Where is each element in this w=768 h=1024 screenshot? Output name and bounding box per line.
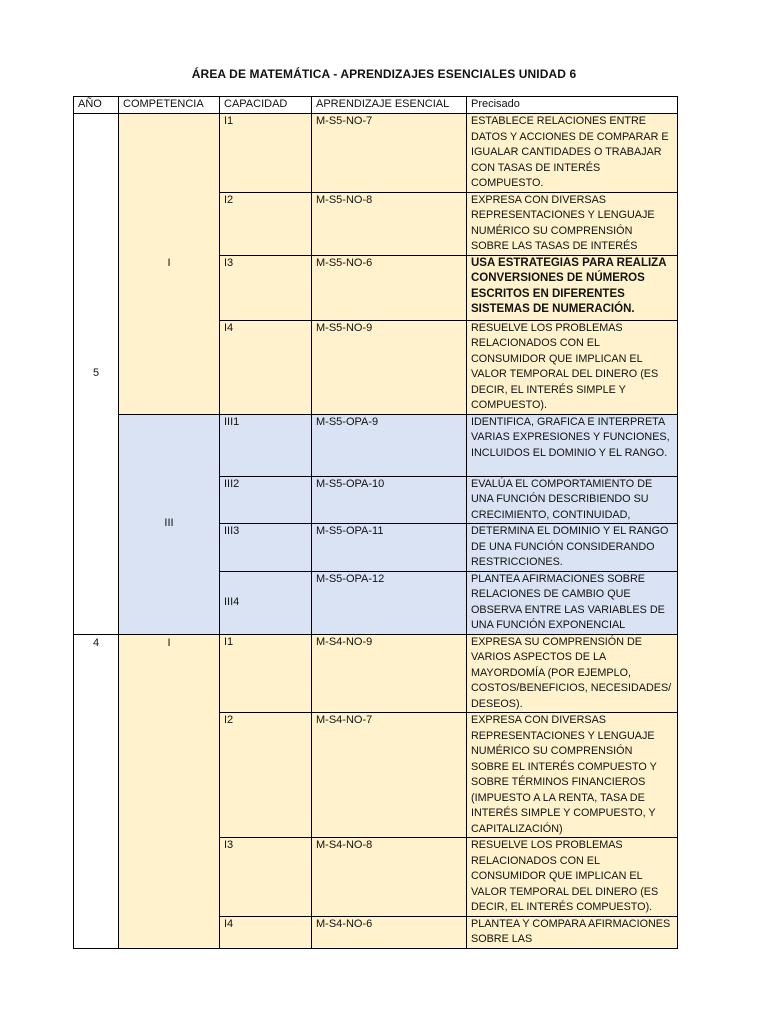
header-capacidad: CAPACIDAD	[220, 97, 312, 114]
competencia-cell: I	[119, 634, 220, 948]
codigo-cell: M-S5-OPA-11	[312, 524, 467, 572]
learning-table	[73, 96, 678, 949]
precisado-cell: IDENTIFICA, GRAFICA E INTERPRETA VARIAS EXPRESIONES Y FUNCIONES, INCLUIDOS EL DOMINIO Y EL RANGO.	[467, 414, 678, 476]
capacidad-cell: I4	[220, 916, 312, 948]
codigo-cell: M-S4-NO-6	[312, 916, 467, 948]
precisado-cell: ESTABLECE RELACIONES ENTRE DATOS Y ACCIONES DE COMPARAR E IGUALAR CANTIDADES O TRABAJAR CON TASAS DE INTERÉS COMPUESTO.	[467, 114, 678, 193]
precisado-cell: RESUELVE LOS PROBLEMAS RELACIONADOS CON EL CONSUMIDOR QUE IMPLICAN EL VALOR TEMPORAL DEL DINERO (ES DECIR, EL INTERÉS COMPUESTO).	[467, 838, 678, 917]
precisado-cell: EXPRESA CON DIVERSAS REPRESENTACIONES Y LENGUAJE NUMÉRICO SU COMPRENSIÓN SOBRE LAS TASAS DE INTERÉS	[467, 192, 678, 255]
precisado-cell: EVALÚA EL COMPORTAMIENTO DE UNA FUNCIÓN DESCRIBIENDO SU CRECIMIENTO, CONTINUIDAD,	[467, 476, 678, 524]
year-cell: 5	[74, 114, 119, 635]
precisado-cell: EXPRESA SU COMPRENSIÓN DE VARIOS ASPECTOS DE LA MAYORDOMÍA (POR EJEMPLO, COSTOS/BENEFICIOS, NECESIDADES/ DESEOS).	[467, 634, 678, 713]
codigo-cell: M-S5-OPA-10	[312, 476, 467, 524]
competencia-cell: III	[119, 414, 220, 634]
precisado-cell: DETERMINA EL DOMINIO Y EL RANGO DE UNA FUNCIÓN CONSIDERANDO RESTRICCIONES.	[467, 524, 678, 572]
codigo-cell: M-S5-NO-7	[312, 114, 467, 193]
codigo-cell: M-S4-NO-8	[312, 838, 467, 917]
capacidad-cell: III1	[220, 414, 312, 476]
capacidad-cell: I1	[220, 114, 312, 193]
codigo-cell: M-S5-OPA-9	[312, 414, 467, 476]
precisado-cell: PLANTEA AFIRMACIONES SOBRE RELACIONES DE CAMBIO QUE OBSERVA ENTRE LAS VARIABLES DE UNA FUNCIÓN EXPONENCIAL	[467, 571, 678, 634]
codigo-cell: M-S5-NO-9	[312, 320, 467, 414]
table-row	[74, 414, 678, 476]
header-ano: AÑO	[74, 97, 119, 114]
precisado-cell: EXPRESA CON DIVERSAS REPRESENTACIONES Y LENGUAJE NUMÉRICO SU COMPRENSIÓN SOBRE EL INTERÉS COMPUESTO Y SOBRE TÉRMINOS FINANCIEROS (IMPUESTO A LA RENTA, TASA DE INTERÉS SIMPLE Y COMPUESTO, Y CAPITALIZACIÓN)	[467, 713, 678, 838]
page-title: ÁREA DE MATEMÁTICA - APRENDIZAJES ESENCIALES UNIDAD 6	[191, 67, 577, 81]
header-aprendizaje: APRENDIZAJE ESENCIAL	[312, 97, 467, 114]
codigo-cell: M-S5-NO-8	[312, 192, 467, 255]
table-row	[74, 634, 678, 713]
capacidad-cell: I4	[220, 320, 312, 414]
header-competencia: COMPETENCIA	[119, 97, 220, 114]
capacidad-cell: III4	[220, 571, 312, 634]
capacidad-cell: I3	[220, 838, 312, 917]
codigo-cell: M-S4-NO-9	[312, 634, 467, 713]
competencia-cell: I	[119, 114, 220, 415]
capacidad-cell: III3	[220, 524, 312, 572]
capacidad-cell: III2	[220, 476, 312, 524]
capacidad-cell: I2	[220, 713, 312, 838]
codigo-cell: M-S5-NO-6	[312, 255, 467, 320]
capacidad-cell: I3	[220, 255, 312, 320]
precisado-cell: RESUELVE LOS PROBLEMAS RELACIONADOS CON EL CONSUMIDOR QUE IMPLICAN EL VALOR TEMPORAL DEL DINERO (ES DECIR, EL INTERÉS SIMPLE Y COMPUESTO).	[467, 320, 678, 414]
capacidad-cell: I1	[220, 634, 312, 713]
capacidad-cell: I2	[220, 192, 312, 255]
table-header-row	[74, 97, 678, 114]
precisado-cell: USA ESTRATEGIAS PARA REALIZA CONVERSIONES DE NÚMEROS ESCRITOS EN DIFERENTES SISTEMAS DE NUMERACIÓN.	[467, 255, 678, 320]
codigo-cell: M-S4-NO-7	[312, 713, 467, 838]
codigo-cell: M-S5-OPA-12	[312, 571, 467, 634]
precisado-cell: PLANTEA Y COMPARA AFIRMACIONES SOBRE LAS	[467, 916, 678, 948]
table-row	[74, 114, 678, 193]
year-cell: 4	[74, 634, 119, 948]
header-precisado: Precisado	[467, 97, 678, 114]
